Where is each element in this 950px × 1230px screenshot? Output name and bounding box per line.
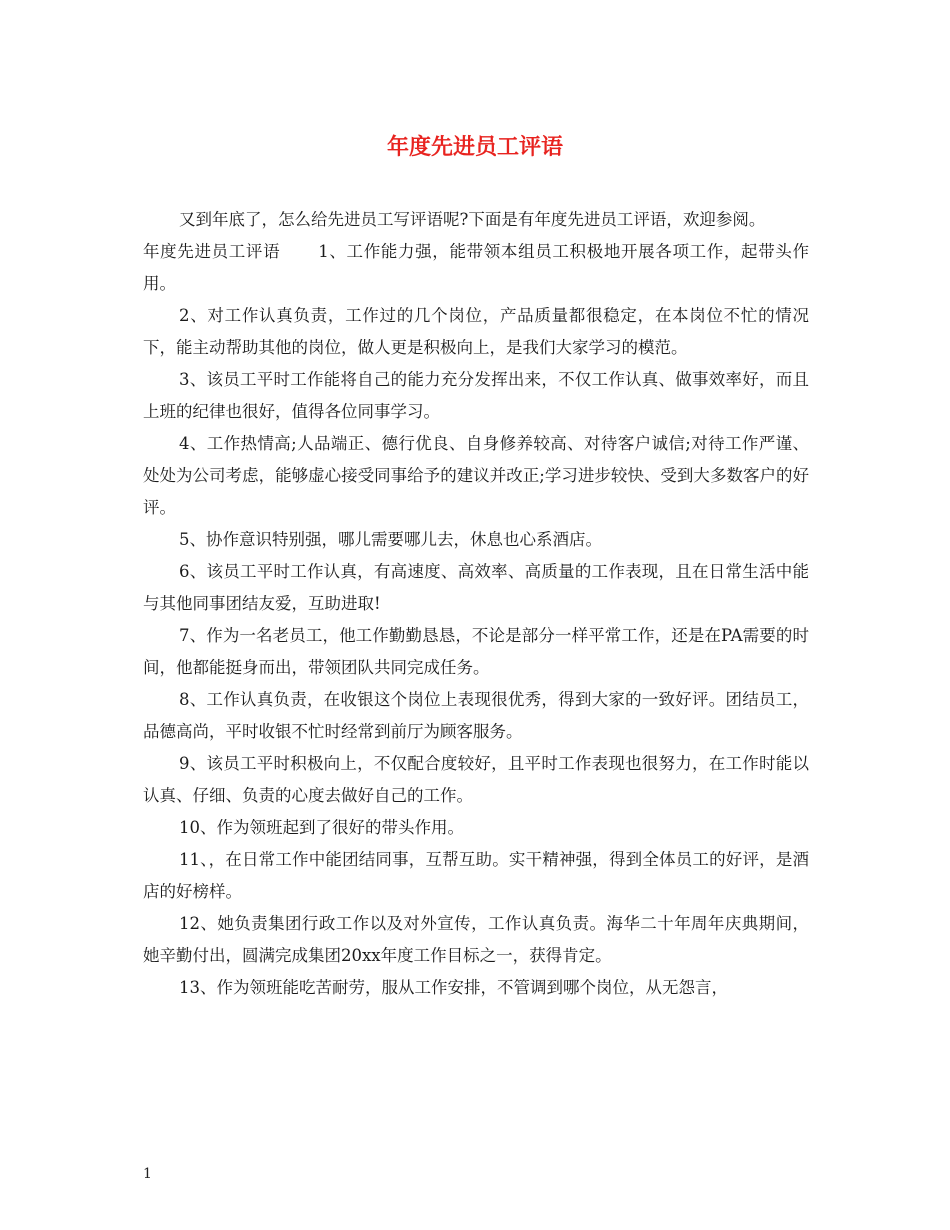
list-item: 6、该员工平时工作认真，有高速度、高效率、高质量的工作表现，且在日常生活中能与其他同事团结友爱，互助进取!	[143, 562, 809, 613]
list-item: 1、工作能力强，能带领本组员工积极地开展各项工作，起带头作用。	[143, 242, 810, 293]
first-item-paragraph	[143, 236, 809, 300]
list-item: 2、对工作认真负责，工作过的几个岗位，产品质量都很稳定，在本岗位不忙的情况下，能主动帮助其他的岗位，做人更是积极向上，是我们大家学习的模范。	[143, 306, 809, 357]
page-number: 1	[143, 1166, 152, 1182]
list-item: 13、作为领班能吃苦耐劳，服从工作安排，不管调到哪个岗位，从无怨言，	[179, 978, 728, 997]
list-item: 5、协作意识特别强，哪儿需要哪儿去，休息也心系酒店。	[179, 530, 602, 549]
list-item: 4、工作热情高;人品端正、德行优良、自身修养较高、对待客户诚信;对待工作严谨、处处为公司考虑，能够虚心接受同事给予的建议并改正;学习进步较快、受到大多数客户的好评。	[143, 434, 809, 517]
section-label: 年度先进员工评语	[143, 242, 281, 261]
list-item: 7、作为一名老员工，他工作勤勤恳恳，不论是部分一样平常工作，还是在PA需要的时间，他都能挺身而出，带领团队共同完成任务。	[143, 626, 809, 677]
list-item: 11、，在日常工作中能团结同事，互帮互助。实干精神强，得到全体员工的好评，是酒店的好榜样。	[143, 850, 809, 901]
list-item: 3、该员工平时工作能将自己的能力充分发挥出来，不仅工作认真、做事效率好，而且上班的纪律也很好，值得各位同事学习。	[143, 370, 809, 421]
list-item: 10、作为领班起到了很好的带头作用。	[179, 818, 464, 837]
list-item: 12、她负责集团行政工作以及对外宣传，工作认真负责。海华二十年周年庆典期间，她辛勤付出，圆满完成集团20xx年度工作目标之一，获得肯定。	[143, 914, 809, 965]
list-item: 8、工作认真负责，在收银这个岗位上表现很优秀，得到大家的一致好评。团结员工，品德高尚，平时收银不忙时经常到前厅为顾客服务。	[143, 690, 809, 741]
list-item: 9、该员工平时积极向上，不仅配合度较好，且平时工作表现也很努力，在工作时能以认真、仔细、负责的心度去做好自己的工作。	[143, 754, 809, 805]
document-title: 年度先进员工评语	[386, 134, 563, 160]
document-body	[143, 204, 809, 1004]
intro-paragraph: 又到年底了，怎么给先进员工写评语呢?下面是有年度先进员工评语，欢迎参阅。	[179, 210, 766, 229]
